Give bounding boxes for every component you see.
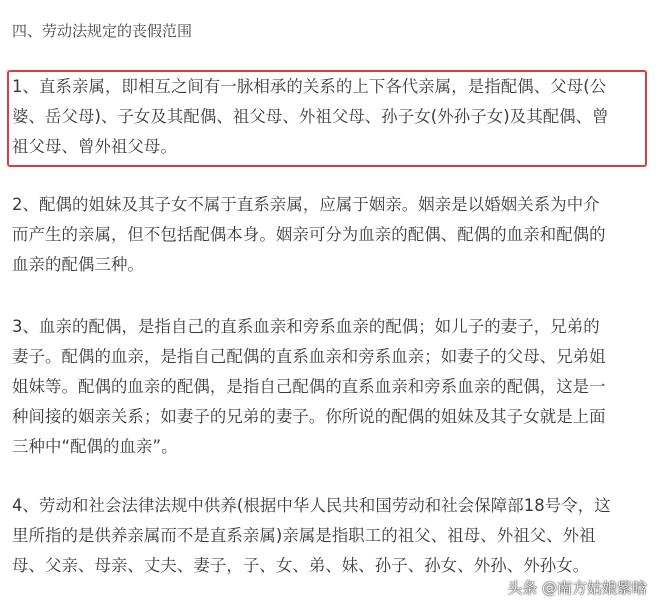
- paragraph-line: 种间接的姻亲关系；如妻子的兄弟的妻子。你所说的配偶的姐妹及其子女就是上面: [12, 407, 606, 426]
- paragraph-line: 而产生的亲属，但不包括配偶本身。姻亲可分为血亲的配偶、配偶的血亲和配偶的: [12, 225, 606, 244]
- paragraph-line: 姐妹等。配偶的血亲的配偶，是指自己配偶的直系血亲和旁系血亲的配偶，这是一: [12, 377, 606, 396]
- section-heading: 四、劳动法规定的丧假范围: [12, 22, 193, 40]
- paragraph-line: 1、直系亲属，即相互之间有一脉相承的关系的上下各代亲属，是指配偶、父母(公: [12, 77, 607, 96]
- paragraph-2: [12, 190, 652, 280]
- paragraph-line: 血亲的配偶三种。: [12, 255, 144, 274]
- paragraph-3: [12, 312, 652, 462]
- paragraph-line: 2、配偶的姐妹及其子女不属于直系亲属，应属于姻亲。姻亲是以婚姻关系为中介: [12, 195, 600, 214]
- paragraph-line: 母、父亲、母亲、丈夫、妻子，子、女、弟、妹、孙子、孙女、外孙、外孙女。: [12, 556, 590, 575]
- paragraph-line: 三种中“配偶的血亲”。: [12, 437, 178, 456]
- paragraph-line: 祖父母、曾外祖父母。: [12, 137, 177, 156]
- paragraph-1: [12, 72, 652, 162]
- paragraph-line: 里所指的是供养亲属而不是直系亲属)亲属是指职工的祖父、祖母、外祖父、外祖: [12, 526, 596, 545]
- paragraph-line: 妻子。配偶的血亲，是指自己配偶的直系血亲和旁系血亲；如妻子的父母、兄弟姐: [12, 347, 606, 366]
- paragraph-line: 4、劳动和社会法律法规中供养(根据中华人民共和国劳动和社会保障部18号令，这: [12, 496, 611, 515]
- paragraph-4: [12, 491, 652, 581]
- paragraph-line: 婆、岳父母)、子女及其配偶、祖父母、外祖父母、孙子女(外孙子女)及其配偶、曾: [12, 107, 609, 126]
- watermark: 头条 @南方姑娘紫晗: [507, 579, 647, 597]
- paragraph-line: 3、血亲的配偶，是指自己的直系血亲和旁系血亲的配偶；如儿子的妻子，兄弟的: [12, 317, 600, 336]
